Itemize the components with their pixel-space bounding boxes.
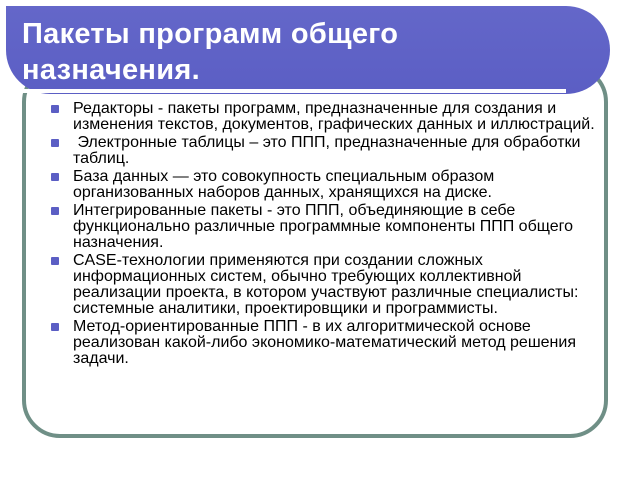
bullet-item: [42, 101, 602, 133]
bullet-text: База данных — это совокупность специальным образом организованных наборов данных, хранящихся на диске.: [73, 168, 495, 201]
bullet-text: Редакторы - пакеты программ, предназначенные для создания и изменения текстов, документов, графических данных и иллюстраций.: [73, 100, 595, 133]
bullet-square-icon: [51, 139, 59, 147]
bullet-item: [42, 135, 602, 167]
slide-title: Пакеты программ общего назначения.: [22, 18, 399, 86]
bullet-square-icon: [51, 323, 59, 331]
bullet-item: [42, 253, 602, 317]
bullet-item: [42, 203, 602, 251]
bullet-text: Электронные таблицы – это ППП, предназначенные для обработки таблиц.: [73, 134, 585, 167]
bullet-text: CASE-технологии применяются при создании сложных информационных систем, обычно требующих коллективной реализации проекта, в котором участвуют различные специалисты: системные аналитики, проектировщики и программисты.: [73, 252, 579, 317]
title-bar: [6, 6, 610, 94]
bullet-square-icon: [51, 257, 59, 265]
bullet-list: [42, 101, 602, 369]
bullet-text: Метод-ориентированные ППП - в их алгоритмической основе реализован какой-либо экономико-математический метод решения задачи.: [73, 318, 576, 367]
bullet-item: [42, 169, 602, 201]
bullet-square-icon: [51, 207, 59, 215]
title-underline: [6, 89, 566, 93]
bullet-text: Интегрированные пакеты - это ППП, объединяющие в себе функционально различные программные компоненты ППП общего назначения.: [73, 202, 573, 251]
bullet-item: [42, 319, 602, 367]
bullet-square-icon: [51, 173, 59, 181]
bullet-square-icon: [51, 105, 59, 113]
